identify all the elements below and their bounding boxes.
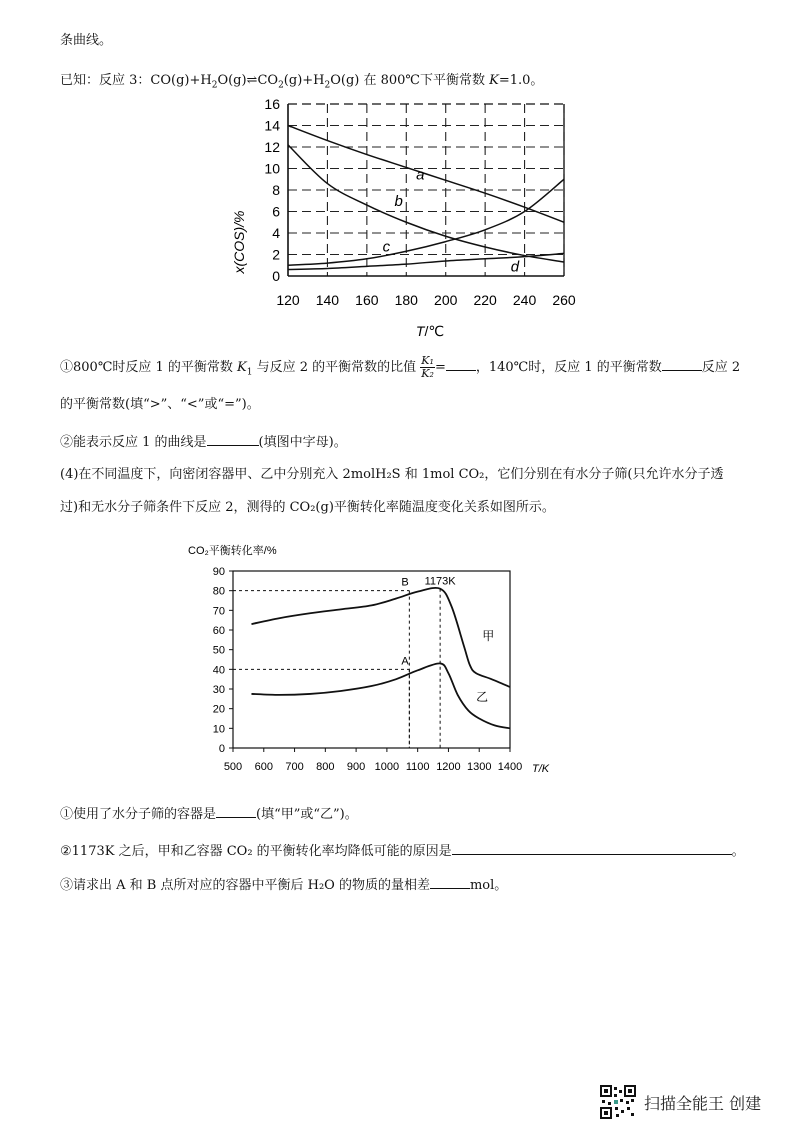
chart2-xtick-label-900: 900	[346, 761, 366, 773]
xtick-label-140: 140	[315, 292, 340, 308]
ytick-label-0: 0	[272, 268, 280, 284]
curve-a	[288, 126, 564, 223]
q3-1-line2: 的平衡常数(填“>”、“<”或“=”)。	[60, 397, 260, 412]
curve-label-c: c	[382, 238, 391, 256]
xtick-label-180: 180	[394, 292, 418, 308]
co2-conversion-chart	[180, 540, 560, 780]
chart1-axes	[288, 104, 564, 276]
chart2-xlabel: T/K	[532, 763, 550, 775]
q4-line1: (4)在不同温度下，向密闭容器甲、乙中分别充入 2molH₂S 和 1mol CO₂，它们分别在有水分子筛(只允许水分子透	[60, 467, 724, 482]
q3-1-line1: ①800℃时反应 1 的平衡常数 $K_1$ 与反应 2 的平衡常数的比值 $\frac{\text{K₁}}{\text{K₂}}$ = ，140℃时，反应 1 的平衡常数 反应 2	[60, 354, 741, 380]
chart2-ytick-label-90: 90	[212, 566, 225, 578]
annotation-point-A: A	[401, 655, 409, 668]
chart2-xtick-label-1300: 1300	[466, 761, 492, 773]
xtick-label-260: 260	[552, 292, 576, 308]
answer-blank-ratio[interactable]	[446, 356, 476, 371]
chart2-ytick-label-30: 30	[212, 684, 225, 696]
chart2-ytick-label-10: 10	[212, 723, 225, 736]
chart2-xtick-label-600: 600	[254, 761, 273, 773]
q3-2-line: ②能表示反应 1 的曲线是 (填图中字母)。	[60, 431, 347, 452]
ytick-label-12: 12	[264, 139, 280, 155]
chart2-ytick-label-60: 60	[212, 625, 225, 637]
xtick-label-200: 200	[434, 292, 458, 308]
footer-text: 扫描全能王 创建	[644, 1094, 762, 1113]
answer-blank-water-diff[interactable]	[430, 874, 470, 889]
chart2-title: CO₂平衡转化率/%	[188, 545, 277, 557]
answer-blank-compare[interactable]	[662, 356, 702, 371]
chart1-series	[288, 126, 564, 270]
curve-甲	[251, 588, 510, 687]
chart2-ytick-label-20: 20	[212, 703, 225, 716]
chart2-series	[233, 588, 510, 748]
answer-blank-sieve[interactable]	[216, 803, 256, 818]
top-text: 条曲线。	[60, 33, 113, 48]
xtick-label-120: 120	[276, 292, 300, 308]
curve-label-b: b	[394, 193, 403, 211]
chart2-xtick-label-500: 500	[223, 761, 243, 773]
curve-label-甲: 甲	[482, 628, 495, 643]
q4-3-line: ③请求出 A 和 B 点所对应的容器中平衡后 H₂O 的物质的量相差 mol。	[60, 874, 507, 895]
qr-code-icon	[600, 1085, 636, 1119]
chart1-ylabel: x(COS)/%	[231, 210, 247, 274]
ytick-label-16: 16	[264, 96, 280, 112]
answer-blank-reason[interactable]	[452, 840, 732, 855]
xtick-label-220: 220	[473, 292, 497, 308]
chart2-ytick-label-40: 40	[212, 664, 225, 677]
scanner-footer	[600, 1085, 780, 1119]
chart2-ytick-label-0: 0	[218, 743, 225, 755]
chart2-xtick-label-1100: 1100	[405, 761, 430, 773]
ytick-label-10: 10	[264, 160, 280, 177]
xtick-label-240: 240	[512, 292, 537, 308]
curve-label-a: a	[416, 166, 425, 184]
chart2-xtick-label-700: 700	[285, 761, 304, 773]
chart2-xtick-label-800: 800	[316, 761, 335, 773]
annotation-point-B: B	[401, 576, 409, 589]
curve-乙	[251, 663, 510, 728]
ytick-label-14: 14	[264, 117, 280, 134]
ytick-label-4: 4	[272, 225, 280, 241]
known-reaction-line: 已知：反应 3：$CO(g)+H_2O(g)\rightleftharpoons CO_2(g)+H_2O(g)$ 在 800℃下平衡常数 K=1.0。	[60, 73, 544, 91]
curve-b	[288, 145, 564, 262]
chart2-ytick-label-70: 70	[212, 605, 225, 618]
curve-c	[288, 179, 564, 265]
ytick-label-6: 6	[272, 203, 280, 220]
k-ratio-fraction: $\frac{\text{K₁}}{\text{K₂}}$	[421, 354, 434, 380]
chart1-grid	[288, 104, 564, 276]
xtick-label-160: 160	[355, 292, 379, 308]
chart2-ytick-label-50: 50	[212, 644, 225, 657]
chart2-xtick-label-1200: 1200	[436, 761, 461, 773]
curve-label-d: d	[510, 258, 520, 276]
chart2-ytick-label-80: 80	[212, 585, 225, 598]
answer-blank-curve[interactable]	[207, 431, 259, 446]
annotation-1173k: 1173K	[424, 575, 456, 588]
cos-fraction-chart	[230, 92, 590, 352]
chart2-xtick-label-1000: 1000	[374, 761, 400, 773]
chart1-xlabel: T/℃	[415, 323, 445, 339]
curve-label-乙: 乙	[476, 689, 489, 704]
q4-1-line: ①使用了水分子筛的容器是 (填“甲”或“乙”)。	[60, 803, 358, 824]
q4-2-line: ②1173K 之后，甲和乙容器 CO₂ 的平衡转化率均降低可能的原因是 。	[60, 840, 745, 861]
ytick-label-2: 2	[272, 246, 280, 263]
q4-line2: 过)和无水分子筛条件下反应 2，测得的 CO₂(g)平衡转化率随温度变化关系如图所示。	[60, 500, 555, 515]
ytick-label-8: 8	[272, 182, 280, 198]
chart2-xtick-label-1400: 1400	[497, 761, 523, 773]
